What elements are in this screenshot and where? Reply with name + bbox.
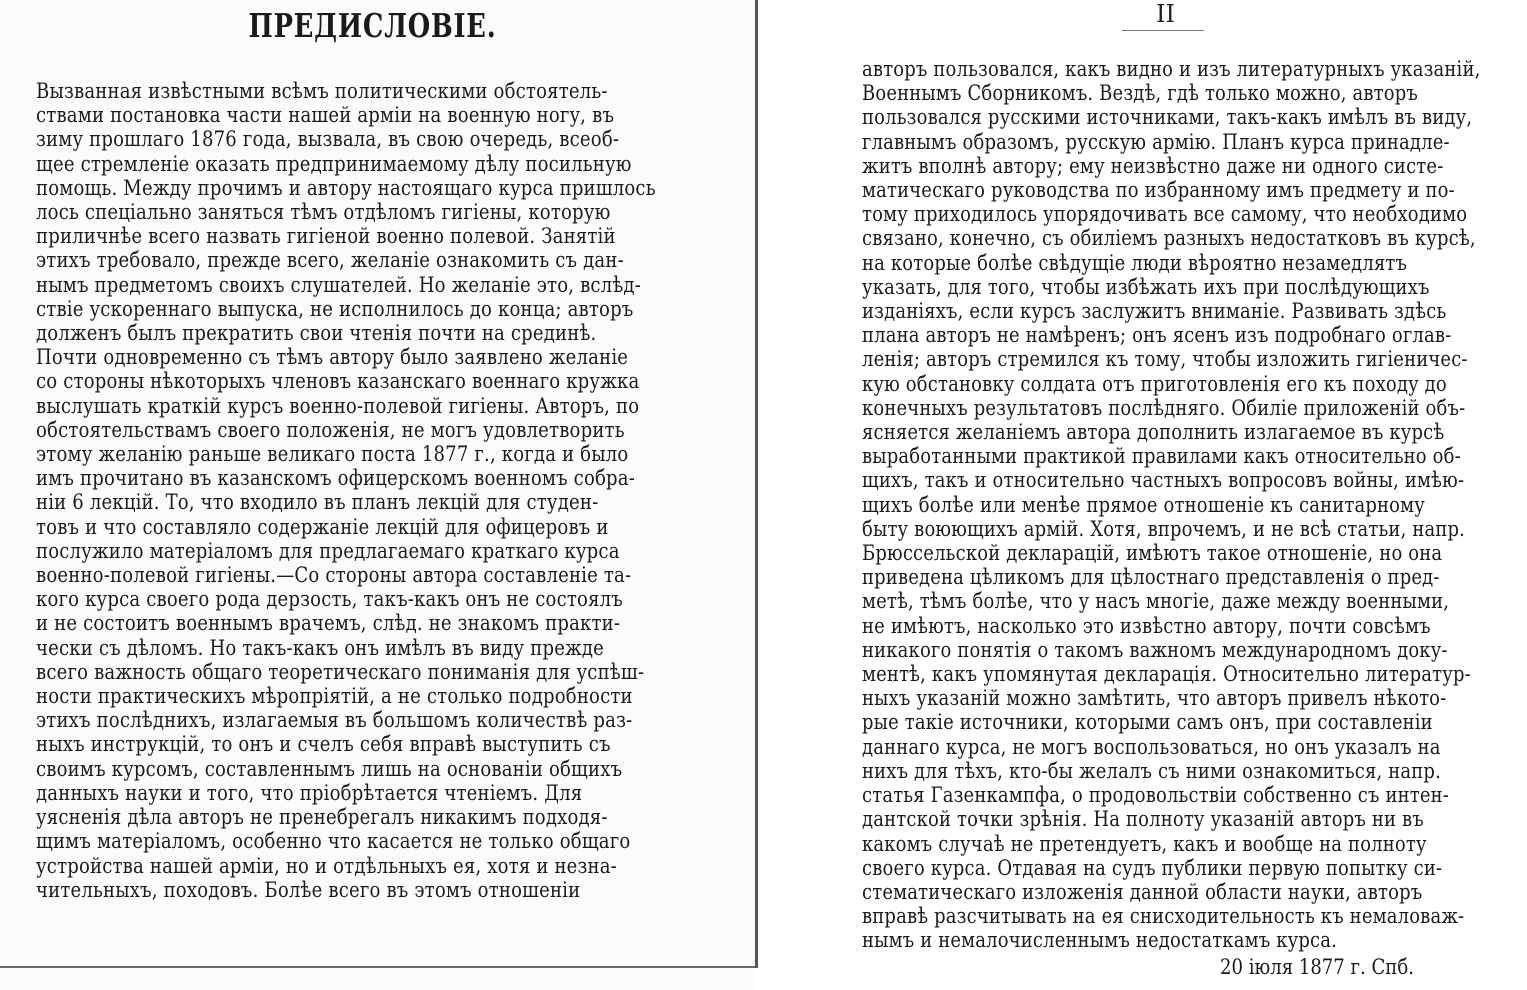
text-line: Военнымъ Сборникомъ. Вездѣ, гдѣ только можно, авторъ: [862, 81, 1419, 106]
text-line: житъ вполнѣ автору; ему неизвѣстно даже ни одного систе-: [862, 153, 1444, 178]
text-line: указать, для того, чтобы избѣжать ихъ при послѣдующихъ: [862, 274, 1430, 299]
text-line: щее стремленіе оказать предпринимаемому дѣлу посильную: [36, 151, 632, 176]
text-line: какомъ случаѣ не претендуетъ, какъ и вообще на полноту: [862, 831, 1427, 856]
text-line: этому желанію раньше великаго поста 1877 г., когда и было: [36, 442, 629, 467]
text-line: метѣ, тѣмъ болѣе, что у насъ многіе, даже между военными,: [862, 589, 1450, 614]
text-line: кого курса своего рода дерзость, такъ-какъ онъ не состоялъ: [36, 587, 623, 612]
text-line: Брюссельской декларацій, имѣютъ такое отношеніе, но она: [862, 541, 1443, 566]
text-line: этихъ послѣднихъ, излагаемыя въ большомъ количествѣ раз-: [36, 708, 633, 733]
text-line: быту воюющихъ армій. Хотя, впрочемъ, и не всѣ статьи, напр.: [862, 516, 1466, 541]
text-line: всего важность общаго теоретическаго пониманія для успѣш-: [36, 659, 645, 684]
text-line: нихъ для тѣхъ, кто-бы желалъ съ ними ознакомиться, напр.: [862, 758, 1441, 783]
text-line: на которые болѣе свѣдущіе люди вѣроятно незамедлятъ: [862, 250, 1408, 275]
text-line: тому приходилось упорядочивать все самому, что необходимо: [862, 202, 1468, 227]
text-line: ствами постановка части нашей арміи на военную ногу, въ: [36, 103, 615, 128]
text-line: не имѣютъ, насколько это извѣстно автору, почти совсѣмъ: [862, 613, 1431, 638]
text-line: чески съ дѣломъ. Но такъ-какъ онъ имѣлъ въ виду прежде: [36, 635, 605, 660]
text-line: стематическаго изложенія данной области науки, авторъ: [862, 879, 1423, 904]
text-line: авторъ пользовался, какъ видно и изъ литературныхъ указаній,: [862, 57, 1481, 81]
date-signature: 20 іюля 1877 г. Спб.: [1220, 955, 1414, 979]
text-line: ныхъ инструкцій, то онъ и счелъ себя вправѣ выступить съ: [36, 732, 611, 757]
text-line: статья Газенкампфа, о продовольствіи собственно съ интен-: [862, 783, 1450, 808]
text-line: ментѣ, какъ упомянутая декларація. Относительно литератур-: [862, 662, 1471, 687]
text-line: ствіе ускореннаго выпуска, не исполнилось до конца; авторъ: [36, 296, 634, 321]
text-line: Почти одновременно съ тѣмъ автору было заявлено желаніе: [36, 345, 629, 370]
text-line: и не состоитъ военнымъ врачемъ, слѣд. не знакомъ практи-: [36, 611, 621, 636]
text-line: приведена цѣликомъ для цѣлостнаго представленія о пред-: [862, 565, 1440, 590]
right-column-text: [862, 57, 1502, 953]
bottom-rule: [0, 966, 758, 968]
text-line: уясненія дѣла авторъ не пренебрегалъ никакимъ подходя-: [36, 805, 608, 830]
text-line: военно-полевой гигіены.—Со стороны автора составленіе та-: [36, 563, 632, 588]
text-line: выработанными практикой правилами какъ относительно об-: [862, 444, 1461, 469]
text-line: товъ и что составляло содержаніе лекцій для офицеровъ и: [36, 514, 609, 539]
text-line: обстоятельствамъ своего положенія, не могъ удовлетворить: [36, 417, 625, 442]
text-line: конечныхъ результатовъ послѣдняго. Обиліе приложеній объ-: [862, 395, 1466, 420]
text-line: послужило матеріаломъ для предлагаемаго краткаго курса: [36, 538, 620, 563]
text-line: изданіяхъ, если курсъ заслужитъ вниманіе. Развивать здѣсь: [862, 299, 1447, 324]
text-line: Вызванная извѣстными всѣмъ политическими обстоятель-: [36, 79, 608, 103]
text-line: данныхъ науки и того, что пріобрѣтается чтеніемъ. Для: [36, 780, 583, 805]
text-line: щимъ матеріаломъ, особенно что касается не только общаго: [36, 829, 631, 854]
text-line: лось спеціально заняться тѣмъ отдѣломъ гигіены, которую: [36, 200, 611, 225]
text-line: ніи 6 лекцій. То, что входило въ планъ лекцій для студен-: [36, 490, 599, 515]
text-line: даннаго курса, не могъ воспользоваться, но онъ указалъ на: [862, 734, 1441, 759]
page-number: II: [1156, 0, 1175, 28]
text-line: своимъ курсомъ, составленнымъ лишь на основаніи общихъ: [36, 756, 623, 781]
text-line: главнымъ образомъ, русскую армію. Планъ курса принадле-: [862, 129, 1450, 154]
text-line: устройства нашей арміи, но и отдѣльныхъ ея, хотя и незна-: [36, 853, 617, 878]
page-title: ПРЕДИСЛОВІЕ.: [248, 6, 497, 45]
text-line: зиму прошлаго 1876 года, вызвала, въ свою очередь, всеоб-: [36, 127, 620, 152]
text-line: приличнѣе всего назвать гигіеной военно полевой. Занятій: [36, 224, 616, 249]
text-line: связано, конечно, съ обиліемъ разныхъ недостатковъ въ курсѣ,: [862, 226, 1476, 251]
text-line: рые такіе источники, которыми самъ онъ, при составленіи: [862, 710, 1433, 735]
text-line: чительныхъ, походовъ. Болѣе всего въ этомъ отношеніи: [36, 877, 581, 902]
text-line: долженъ былъ прекратить свои чтенія почти на срединѣ.: [36, 321, 597, 346]
text-line: дантской точки зрѣнія. На полноту указаній авторъ ни въ: [862, 807, 1424, 832]
text-line: пользовался русскими источниками, такъ-какъ имѣлъ въ виду,: [862, 105, 1473, 130]
text-line: имъ прочитано въ казанскомъ офицерскомъ военномъ собра-: [36, 466, 636, 491]
text-line: ленія; авторъ стремился къ тому, чтобы изложить гигіеничес-: [862, 347, 1468, 372]
text-line: своего курса. Отдавая на судъ публики первую попытку си-: [862, 855, 1443, 880]
text-line: ности практическихъ мѣропріятій, а не столько подробности: [36, 684, 633, 709]
text-line: нымъ и немалочисленнымъ недостаткамъ курса.: [862, 928, 1337, 953]
text-line: никакого понятія о такомъ важномъ международномъ доку-: [862, 637, 1448, 662]
page-edge-divider: [755, 0, 758, 968]
text-line: этихъ требовало, прежде всего, желаніе ознакомить съ дан-: [36, 248, 624, 273]
text-line: щихъ, такъ и относительно частныхъ вопросовъ войны, имѣю-: [862, 468, 1465, 493]
left-column-text: [36, 79, 726, 902]
text-line: выслушать краткій курсъ военно-полевой гигіены. Авторъ, по: [36, 393, 640, 418]
right-page: [780, 0, 1527, 990]
text-line: кую обстановку солдата отъ приготовленія его къ походу до: [862, 371, 1447, 396]
text-line: помощь. Между прочимъ и автору настоящаго курса пришлось: [36, 175, 656, 200]
text-line: ныхъ указаній можно замѣтить, что авторъ привелъ нѣкото-: [862, 686, 1447, 711]
left-page: [0, 0, 755, 990]
text-line: со стороны нѣкоторыхъ членовъ казанскаго военнаго кружка: [36, 369, 640, 394]
text-line: вправѣ разсчитывать на ея снисходительность къ немаловаж-: [862, 904, 1465, 929]
text-line: плана авторъ не намѣренъ; онъ ясенъ изъ подробнаго оглав-: [862, 323, 1452, 348]
text-line: нымъ предметомъ своихъ слушателей. Но желаніе это, вслѣд-: [36, 272, 641, 297]
text-line: ясняется желаніемъ автора дополнить излагаемое въ курсѣ: [862, 420, 1445, 445]
text-line: щихъ болѣе или менѣе прямое отношеніе къ санитарному: [862, 492, 1426, 517]
page-number-rule: [1122, 30, 1204, 31]
text-line: матическаго руководства по избранному имъ предмету и по-: [862, 178, 1455, 203]
